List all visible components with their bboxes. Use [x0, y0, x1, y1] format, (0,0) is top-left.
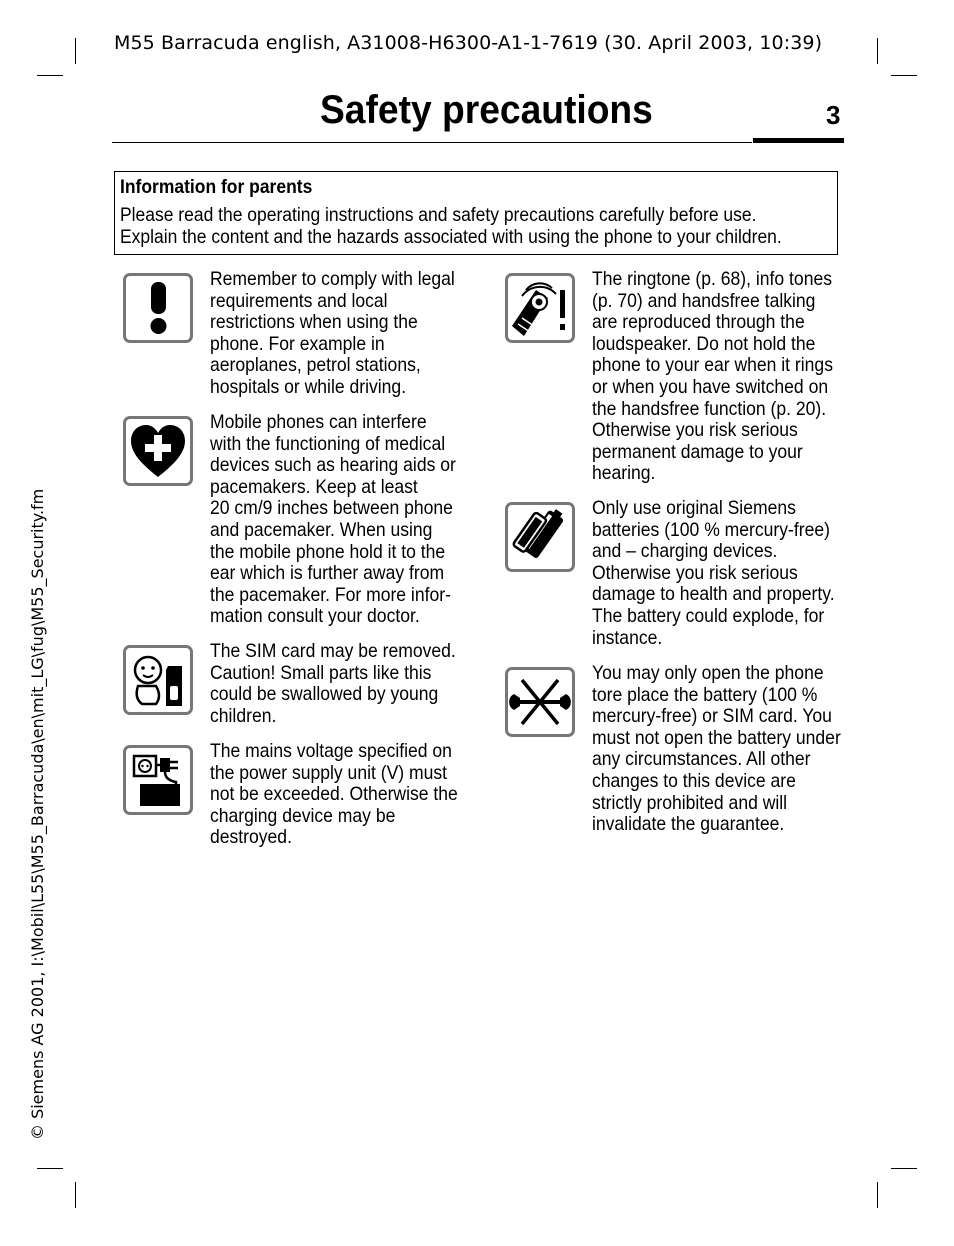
text-line: any circumstances. All other: [592, 748, 811, 771]
info-box-line: Please read the operating instructions and safety precautions carefully before use.: [120, 205, 757, 226]
crop-mark: [37, 1168, 63, 1169]
text-line: aeroplanes, petrol stations,: [210, 354, 421, 377]
power-supply-icon: [123, 745, 193, 815]
text-line: loudspeaker. Do not hold the: [592, 332, 816, 355]
text-line: You may only open the phone: [592, 662, 824, 684]
no-tools-icon: [505, 667, 575, 737]
text-line: devices such as hearing aids or: [210, 454, 456, 477]
text-line: with the functioning of medical: [210, 432, 446, 455]
text-line: damage to health and property.: [592, 583, 835, 606]
text-line: phone to your ear when it rings: [592, 354, 833, 377]
text-line: Caution! Small parts like this: [210, 661, 432, 684]
page-number: 3: [826, 100, 841, 130]
text-line: mercury-free) or SIM card. You: [592, 705, 832, 728]
running-head: M55 Barracuda english, A31008-H6300-A1-1-7619 (30. April 2003, 10:39): [114, 32, 823, 54]
text-line: Mobile phones can interfere: [210, 411, 427, 433]
page-title: Safety precautions: [320, 88, 653, 132]
text-line: and – charging devices.: [592, 540, 778, 563]
text-line: children.: [210, 704, 277, 727]
text-line: the mobile phone hold it to the: [210, 540, 446, 563]
text-line: permanent damage to your: [592, 440, 803, 463]
text-line: The SIM card may be removed.: [210, 640, 456, 662]
title-rule: [112, 142, 752, 143]
info-box-heading: Information for parents: [120, 177, 313, 198]
text-line: changes to this device are: [592, 769, 796, 792]
text-line: phone. For example in: [210, 332, 385, 355]
baby-sim-card-icon: [123, 645, 193, 715]
text-line: and pacemaker. When using: [210, 518, 433, 541]
text-line: Otherwise you risk serious: [592, 561, 798, 584]
text-line: The mains voltage specified on: [210, 740, 452, 762]
text-line: hospitals or while driving.: [210, 375, 407, 398]
crop-mark: [75, 1182, 76, 1208]
text-line: or when you have switched on: [592, 375, 829, 398]
page-number-bar: [753, 138, 844, 143]
crop-mark: [877, 38, 878, 64]
text-line: Remember to comply with legal: [210, 268, 455, 290]
text-line: must not open the battery under: [592, 726, 841, 749]
text-line: not be exceeded. Otherwise the: [210, 783, 458, 806]
crop-mark: [877, 1182, 878, 1208]
text-line: (p. 70) and handsfree talking: [592, 289, 816, 312]
text-line: hearing.: [592, 462, 656, 485]
info-box-parents: [114, 171, 838, 255]
text-line: restrictions when using the: [210, 311, 418, 334]
text-line: pacemakers. Keep at least: [210, 475, 418, 498]
crop-mark: [891, 1168, 917, 1169]
medical-heart-icon: [123, 416, 193, 486]
text-line: 20 cm/9 inches between phone: [210, 497, 453, 520]
text-line: are reproduced through the: [592, 311, 805, 334]
text-line: The ringtone (p. 68), info tones: [592, 268, 833, 290]
loudspeaker-warning-icon: [505, 273, 575, 343]
info-box-line: Explain the content and the hazards associated with using the phone to your children.: [120, 227, 782, 248]
text-line: ear which is further away from: [210, 562, 445, 585]
text-line: destroyed.: [210, 826, 292, 849]
text-line: tore place the battery (100 %: [592, 683, 818, 706]
text-line: the pacemaker. For more infor-: [210, 583, 451, 606]
text-line: the power supply unit (V) must: [210, 761, 448, 784]
text-line: batteries (100 % mercury-free): [592, 518, 830, 541]
text-line: mation consult your doctor.: [210, 605, 420, 628]
text-line: strictly prohibited and will: [592, 791, 788, 814]
text-line: Only use original Siemens: [592, 497, 796, 519]
battery-icon: [505, 502, 575, 572]
crop-mark: [37, 75, 63, 76]
crop-mark: [75, 38, 76, 64]
text-line: The battery could explode, for: [592, 604, 825, 627]
text-line: instance.: [592, 626, 663, 649]
text-line: charging device may be: [210, 804, 396, 827]
crop-mark: [891, 75, 917, 76]
exclamation-icon: [123, 273, 193, 343]
text-line: could be swallowed by young: [210, 683, 439, 706]
text-line: invalidate the guarantee.: [592, 813, 785, 836]
text-line: requirements and local: [210, 289, 388, 312]
text-line: Otherwise you risk serious: [592, 419, 798, 442]
side-copyright-note: © Siemens AG 2001, I:\Mobil\L55\M55_Barracuda\en\mit_LG\fug\M55_Security.fm: [28, 488, 47, 1140]
text-line: the handsfree function (p. 20).: [592, 397, 827, 420]
